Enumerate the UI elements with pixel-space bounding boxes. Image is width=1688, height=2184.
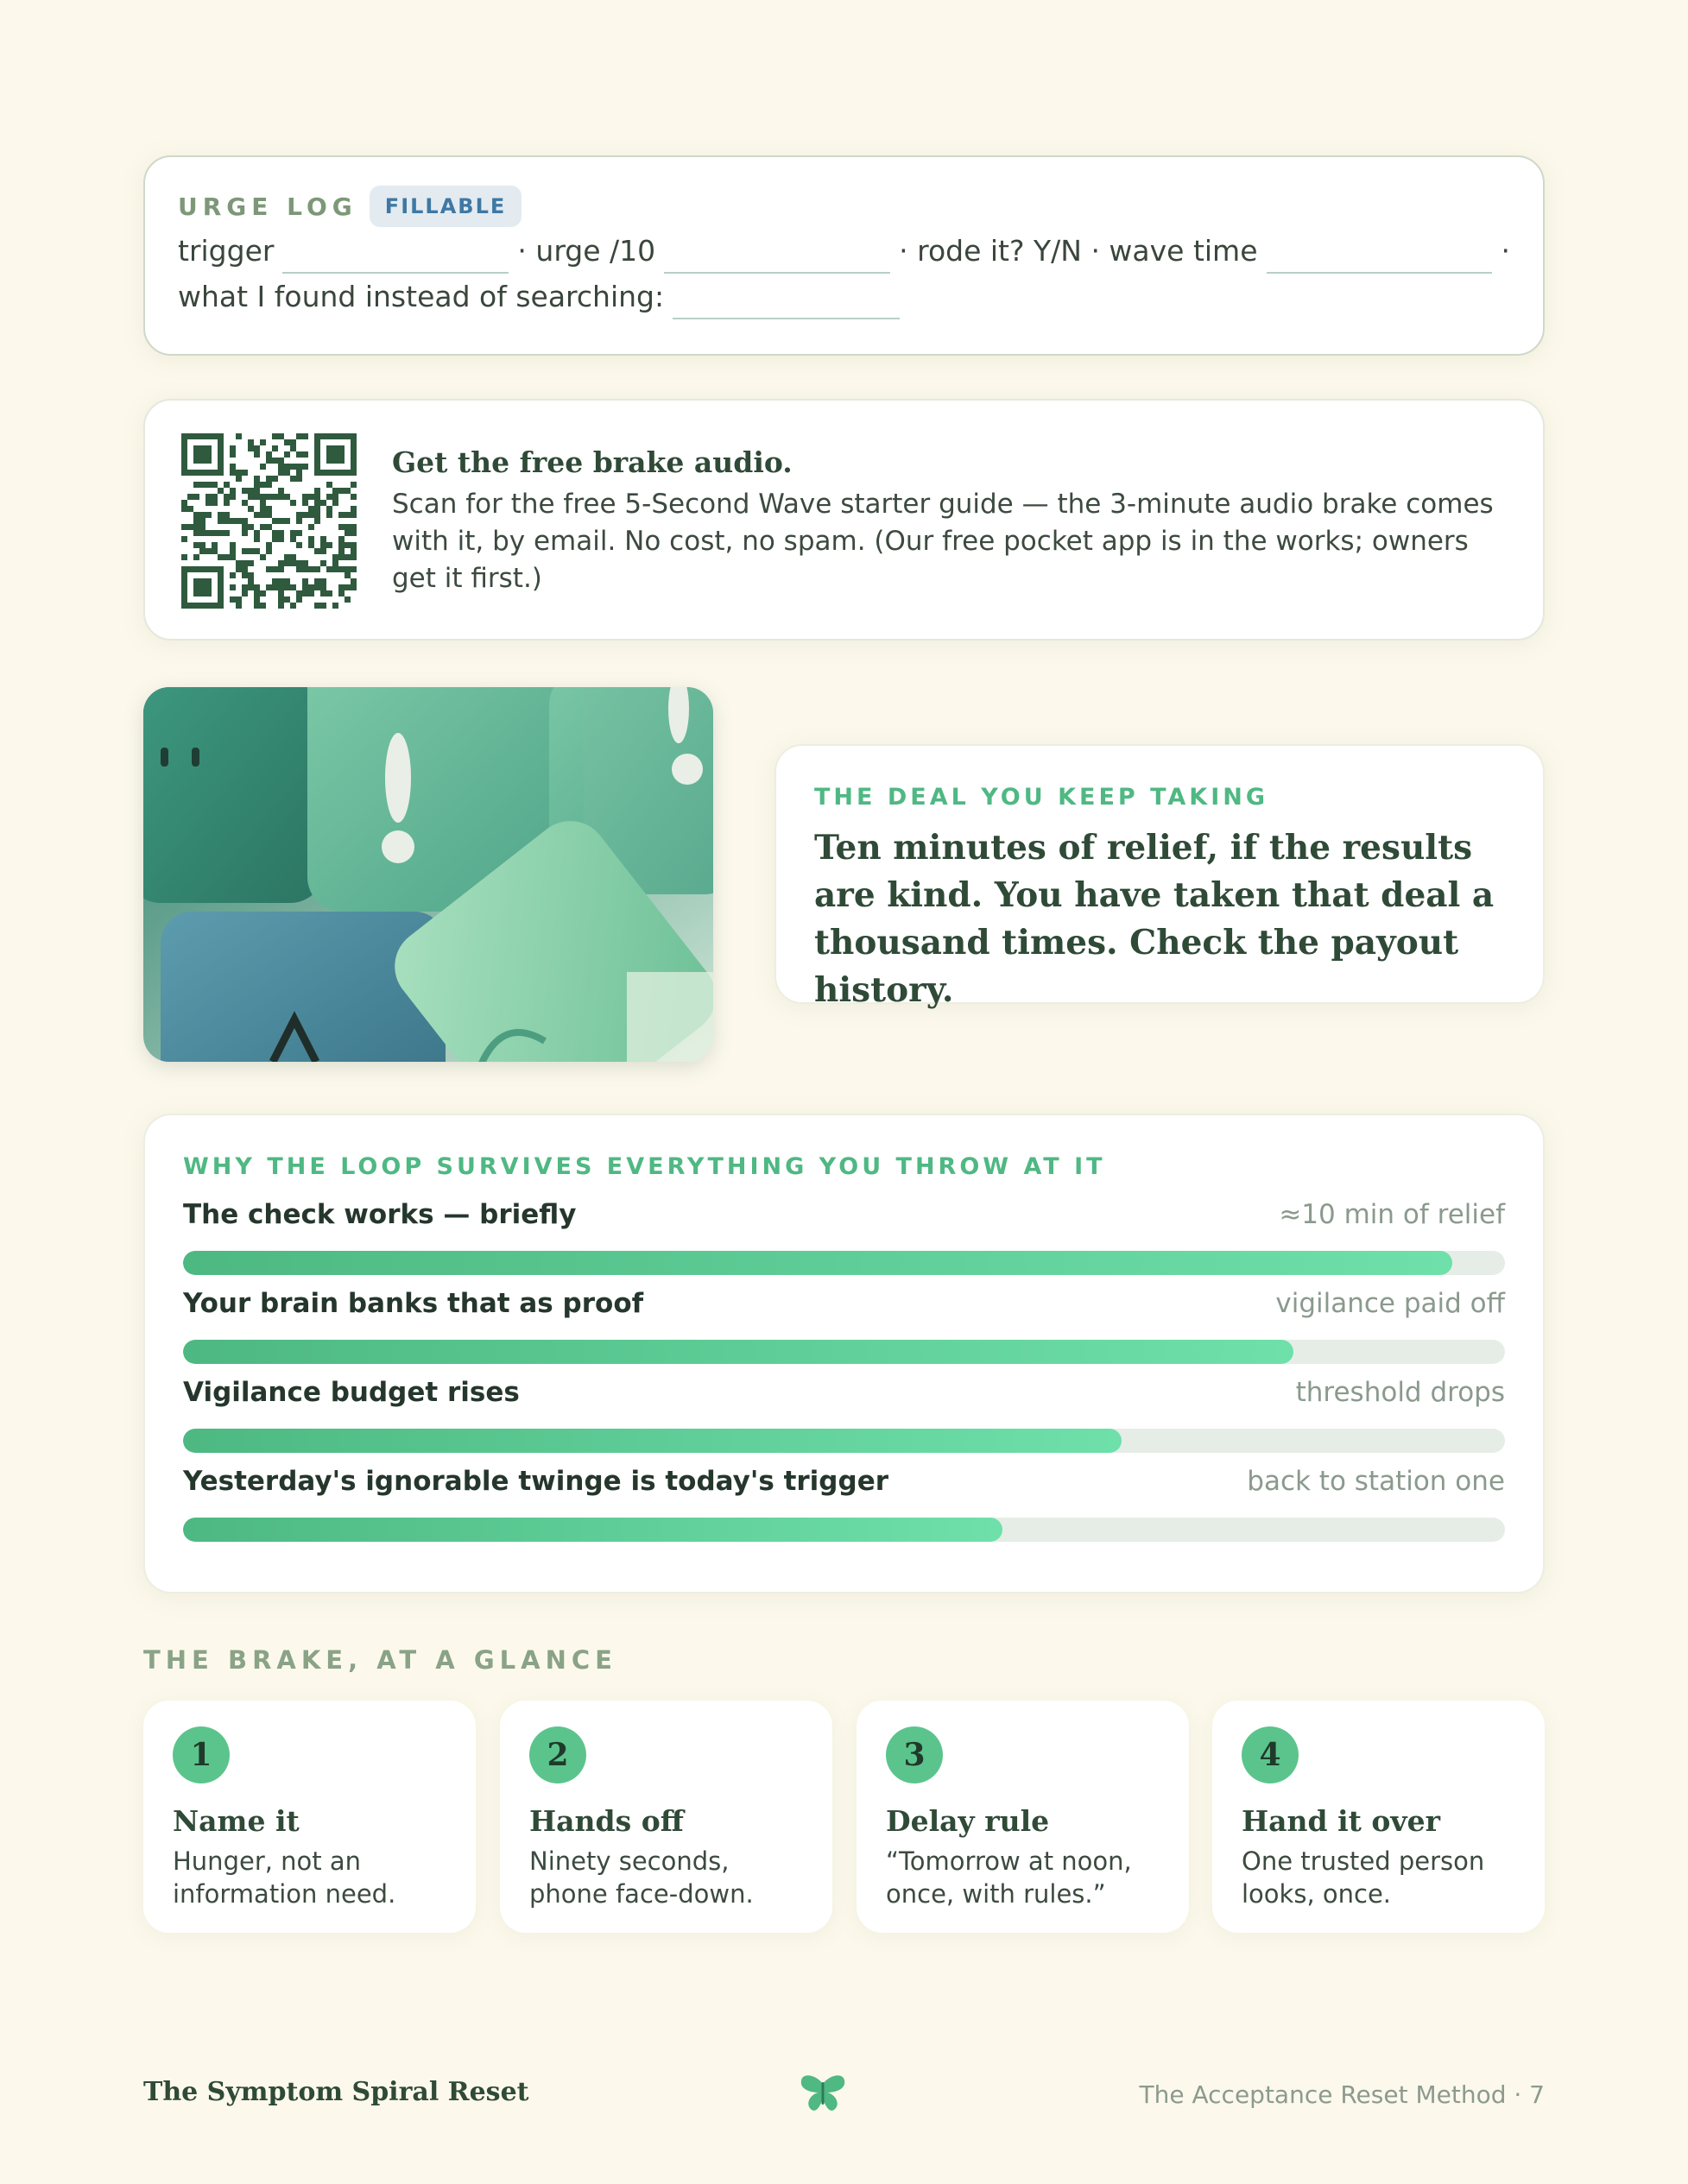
loop-row (183, 1377, 1505, 1466)
separator-dot: · (1501, 234, 1510, 268)
deal-body: Ten minutes of relief, if the results are kind. You have taken that deal a thousand times. Check the payout history. (814, 828, 1495, 1010)
step-description: One trusted person looks, once. (1242, 1846, 1485, 1909)
loop-row-note: ≈10 min of relief (1279, 1199, 1505, 1230)
loop-bar-track (183, 1340, 1505, 1364)
loop-row (183, 1466, 1505, 1555)
trigger-label: trigger (178, 234, 275, 268)
footer-book-title: The Symptom Spiral Reset (143, 2077, 529, 2107)
loop-row-note: vigilance paid off (1275, 1288, 1505, 1319)
brake-step-card (1212, 1701, 1545, 1933)
loop-kicker: WHY THE LOOP SURVIVES EVERYTHING YOU THROW AT IT (183, 1153, 1106, 1180)
urge-log-card (143, 155, 1545, 356)
urge-field[interactable] (664, 243, 890, 274)
found-field[interactable] (673, 288, 900, 319)
step-title: Hands off (529, 1804, 684, 1838)
urge-log-header (178, 185, 1510, 228)
decorative-photo (143, 687, 713, 1062)
footer-page-label: The Acceptance Reset Method · 7 (1139, 2080, 1545, 2109)
fillable-badge: FILLABLE (370, 186, 522, 227)
step-description: Hunger, not an information need. (173, 1846, 396, 1909)
qr-body: Scan for the free 5-Second Wave starter guide — the 3-minute audio brake comes with it, by email. No cost, no spam. (Our free pocket app is in the works; owners get it first.) (392, 489, 1494, 594)
butterfly-icon (800, 2074, 846, 2113)
qr-heading: Get the free brake audio. (392, 445, 793, 479)
step-number-badge: 3 (886, 1726, 943, 1783)
loop-row-label: Yesterday's ignorable twinge is today's trigger (183, 1466, 889, 1497)
brake-step-card (500, 1701, 832, 1933)
urge-log-line-2 (178, 274, 1510, 319)
deal-card (774, 744, 1545, 1010)
loop-bar-fill (183, 1340, 1293, 1364)
step-number-badge: 2 (529, 1726, 586, 1783)
brake-step-card (143, 1701, 476, 1933)
step-description: “Tomorrow at noon, once, with rules.” (886, 1846, 1132, 1909)
loop-row-note: threshold drops (1295, 1377, 1505, 1408)
brake-step-card (857, 1701, 1189, 1933)
loop-row-label: Your brain banks that as proof (183, 1288, 644, 1319)
brake-heading: THE BRAKE, AT A GLANCE (143, 1645, 617, 1675)
loop-card (143, 1114, 1545, 1594)
found-label: what I found instead of searching: (178, 280, 665, 313)
qr-code-icon[interactable] (181, 433, 357, 609)
loop-bar-track (183, 1429, 1505, 1453)
trigger-field[interactable] (282, 243, 509, 274)
step-number-badge: 1 (173, 1726, 230, 1783)
qr-text (392, 445, 1514, 597)
loop-row-label: Vigilance budget rises (183, 1377, 520, 1408)
step-title: Name it (173, 1804, 300, 1838)
loop-bar-fill (183, 1251, 1452, 1275)
rode-label: · rode it? Y/N · wave time (899, 234, 1258, 268)
urge-log-line-1 (178, 228, 1510, 274)
step-title: Hand it over (1242, 1804, 1440, 1838)
deal-kicker: THE DEAL YOU KEEP TAKING (814, 784, 1269, 811)
ceramic-tiles-image (143, 687, 713, 1062)
loop-row-label: The check works — briefly (183, 1199, 577, 1230)
qr-card (143, 399, 1545, 641)
loop-bar-track (183, 1251, 1505, 1275)
step-title: Delay rule (886, 1804, 1050, 1838)
loop-row (183, 1288, 1505, 1377)
step-description: Ninety seconds, phone face-down. (529, 1846, 754, 1909)
loop-bar-track (183, 1518, 1505, 1542)
loop-row-note: back to station one (1247, 1466, 1505, 1497)
step-number-badge: 4 (1242, 1726, 1299, 1783)
urge-label: · urge /10 (517, 234, 656, 268)
loop-bar-fill (183, 1518, 1002, 1542)
loop-row (183, 1199, 1505, 1288)
loop-bar-fill (183, 1429, 1122, 1453)
urge-log-title: URGE LOG (178, 192, 357, 221)
wave-time-field[interactable] (1267, 243, 1493, 274)
